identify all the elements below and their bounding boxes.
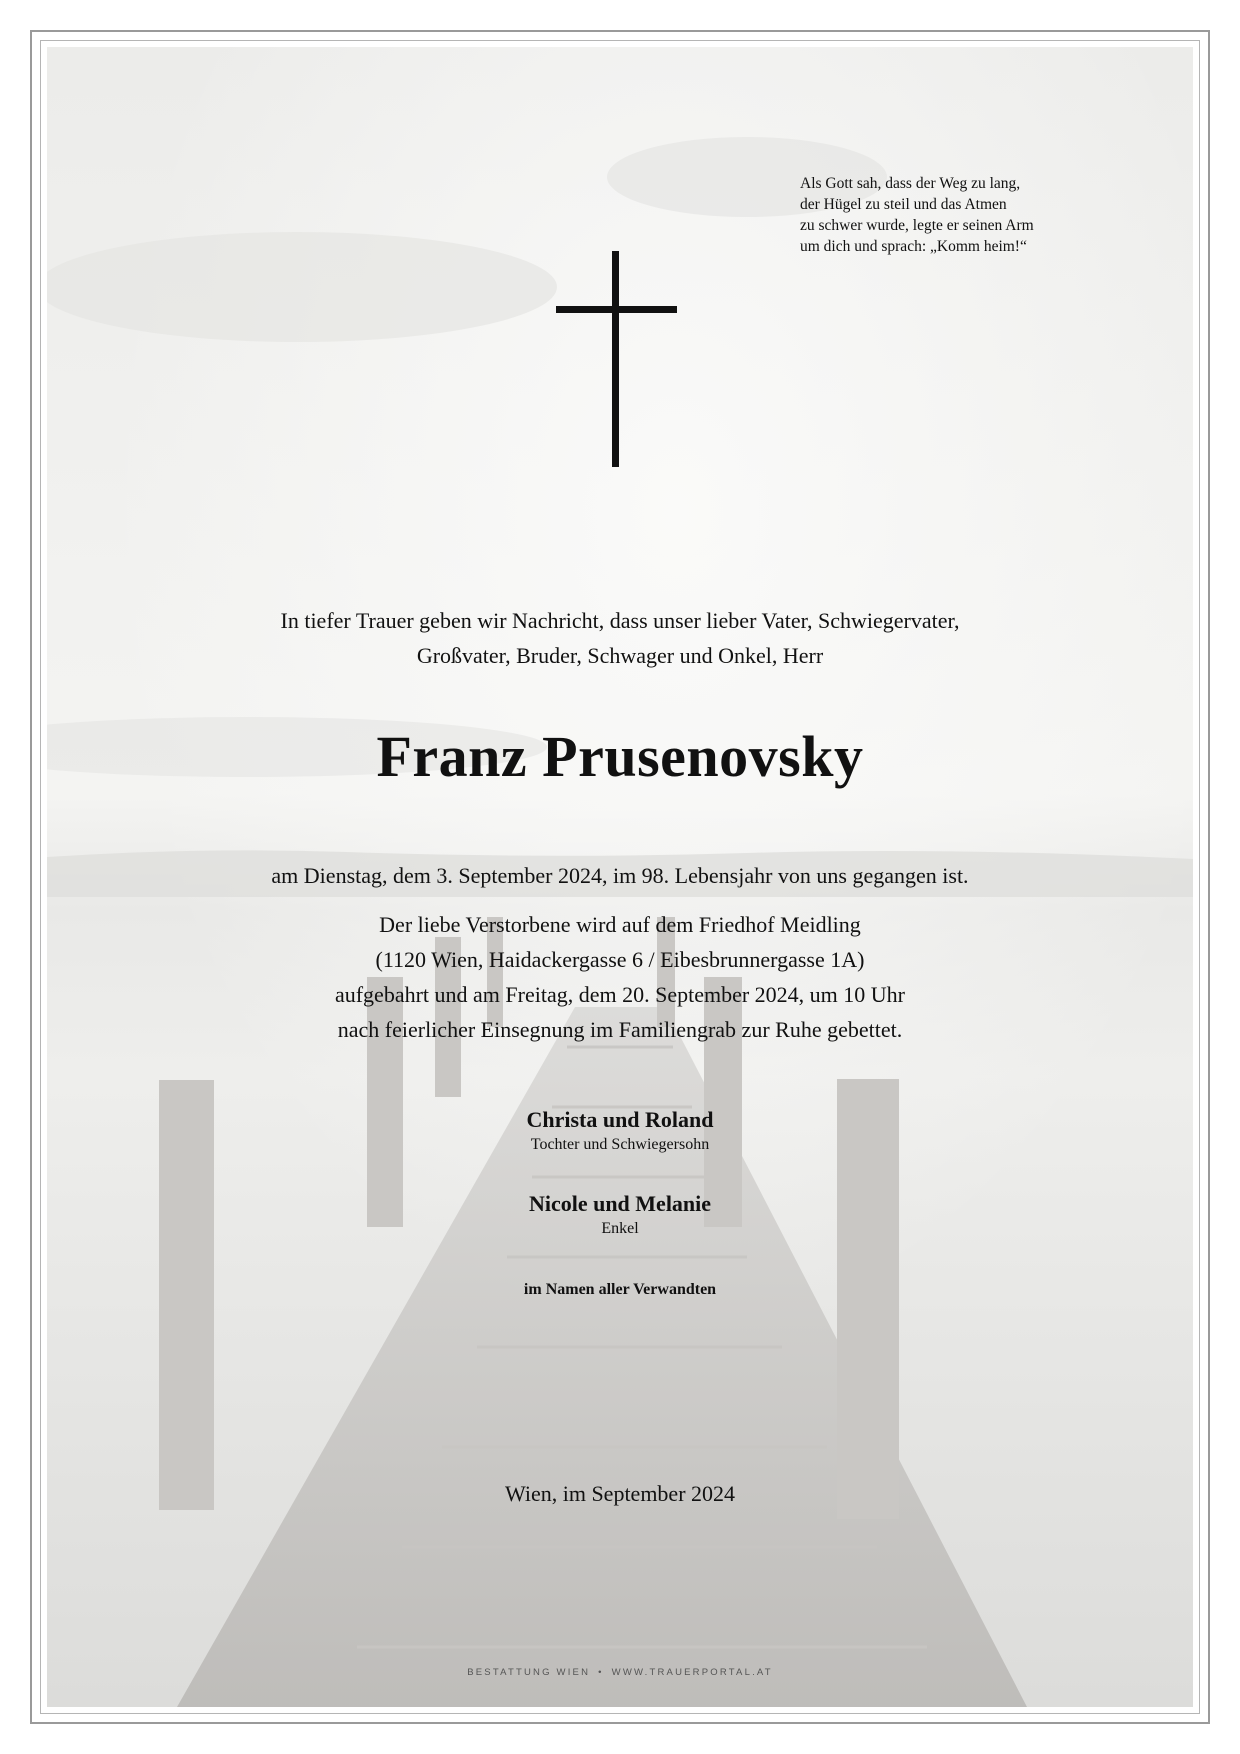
death-line: am Dienstag, dem 3. September 2024, im 98. Lebensjahr von uns gegangen ist. [271,863,969,888]
mourner-group [100,1106,1140,1156]
relatives-line: im Namen aller Verwandten [523,1281,717,1298]
mourner-relation: Tochter und Schwiegersohn [530,1136,710,1153]
cross-icon [556,251,677,467]
funeral-line: aufgebahrt und am Freitag, dem 20. September 2024, um 10 Uhr [334,982,906,1007]
intro-line: In tiefer Trauer geben wir Nachricht, dass unser lieber Vater, Schwiegervater, [280,608,960,633]
funeral-line: Der liebe Verstorbene wird auf dem Friedhof Meidling [379,912,861,937]
funeral-line: (1120 Wien, Haidackergasse 6 / Eibesbrunnergasse 1A) [375,947,865,972]
footer [0,1667,1240,1678]
poem [800,173,1120,257]
footer-company: BESTATTUNG WIEN [467,1667,591,1678]
mourner-relation: Enkel [601,1220,639,1237]
funeral-line: nach feierlicher Einsegnung im Familiengrab zur Ruhe gebettet. [337,1017,903,1042]
intro-text [100,603,1140,673]
mourner-name: Nicole und Melanie [528,1191,712,1216]
poem-line: um dich und sprach: „Komm heim!“ [800,238,1027,255]
poem-line: zu schwer wurde, legte er seinen Arm [800,217,1034,234]
deceased-name: Franz Prusenovsky [376,724,864,789]
mourner-name: Christa und Roland [526,1107,714,1132]
intro-line: Großvater, Bruder, Schwager und Onkel, Herr [416,643,824,668]
poem-line: der Hügel zu steil und das Atmen [800,196,1007,213]
footer-website-link[interactable]: WWW.TRAUERPORTAL.AT [611,1667,773,1678]
place-date: Wien, im September 2024 [504,1481,736,1506]
mourner-group [100,1190,1140,1240]
footer-separator: • [598,1667,604,1678]
poem-line: Als Gott sah, dass der Weg zu lang, [800,175,1021,192]
funeral-details [100,907,1140,1047]
